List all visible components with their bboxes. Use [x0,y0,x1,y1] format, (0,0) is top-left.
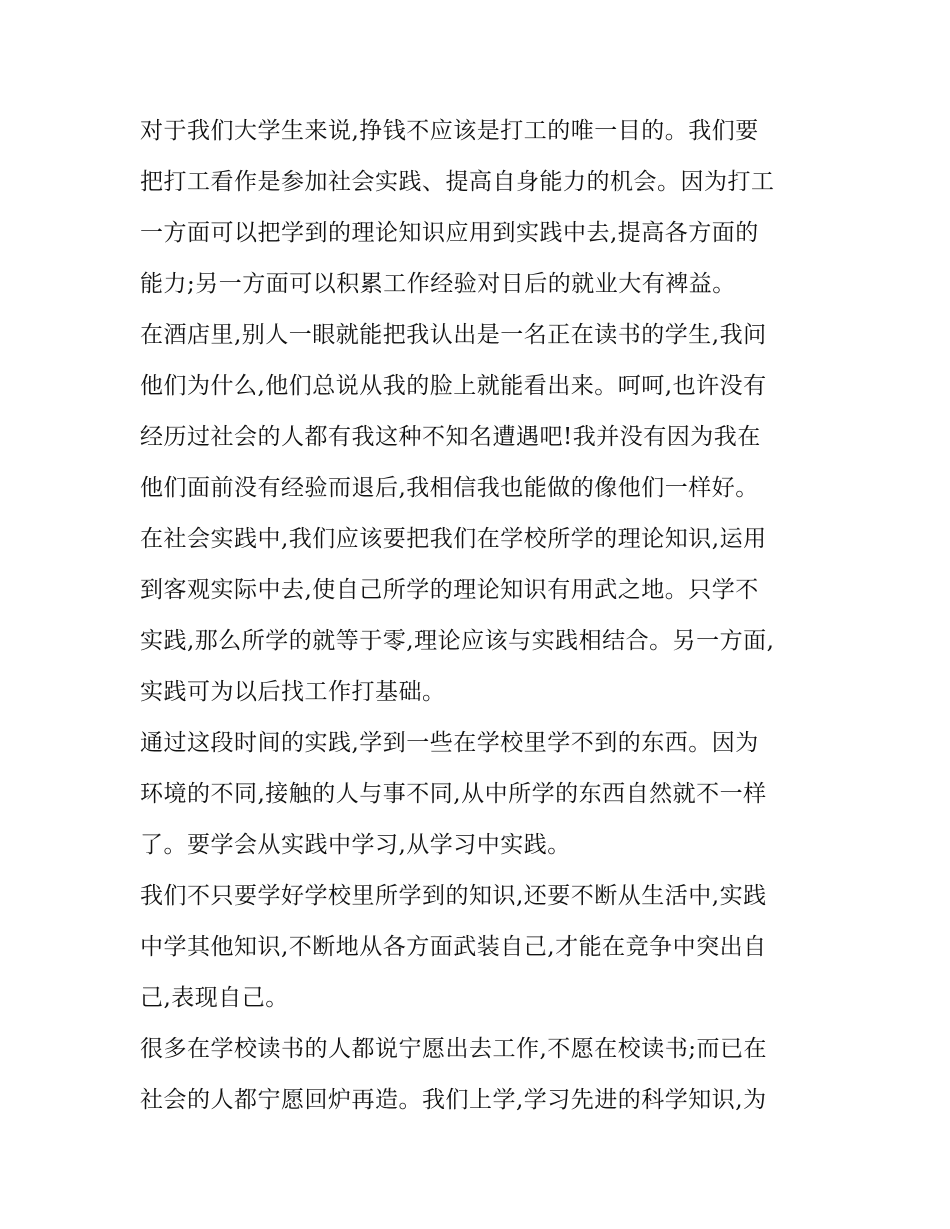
text-line: 能力;另一方面可以积累工作经验对日后的就业大有裨益。 [140,271,736,297]
text-line: 了。要学会从实践中学习,从学习中实践。 [140,832,571,858]
text-line: 很多在学校读书的人都说宁愿出去工作,不愿在校读书;而已在 [140,1036,768,1062]
text-line: 通过这段时间的实践,学到一些在学校里学不到的东西。因为 [140,730,759,756]
text-line: 一方面可以把学到的理论知识应用到实践中去,提高各方面的 [140,220,759,246]
text-line: 经历过社会的人都有我这种不知名遭遇吧!我并没有因为我在 [140,424,761,450]
text-line: 实践可为以后找工作打基础。 [140,679,446,705]
document-body [140,106,830,1126]
text-line: 在社会实践中,我们应该要把我们在学校所学的理论知识,运用 [140,526,767,552]
text-line: 对于我们大学生来说,挣钱不应该是打工的唯一目的。我们要 [140,118,759,144]
text-line: 社会的人都宁愿回炉再造。我们上学,学习先进的科学知识,为 [140,1087,767,1113]
text-line: 中学其他知识,不断地从各方面武装自己,才能在竞争中突出自 [140,934,767,960]
text-line: 实践,那么所学的就等于零,理论应该与实践相结合。另一方面, [140,628,775,654]
text-line: 把打工看作是参加社会实践、提高自身能力的机会。因为打工 [140,169,775,195]
text-line: 我们不只要学好学校里所学到的知识,还要不断从生活中,实践 [140,883,767,909]
text-line: 他们面前没有经验而退后,我相信我也能做的像他们一样好。 [140,475,759,501]
text-line: 环境的不同,接触的人与事不同,从中所学的东西自然就不一样 [140,781,767,807]
text-line: 到客观实际中去,使自己所学的理论知识有用武之地。只学不 [140,577,759,603]
text-line: 在酒店里,别人一眼就能把我认出是一名正在读书的学生,我问 [140,322,767,348]
text-line: 他们为什么,他们总说从我的脸上就能看出来。呵呵,也许没有 [140,373,767,399]
text-line: 己,表现自己。 [140,985,289,1011]
